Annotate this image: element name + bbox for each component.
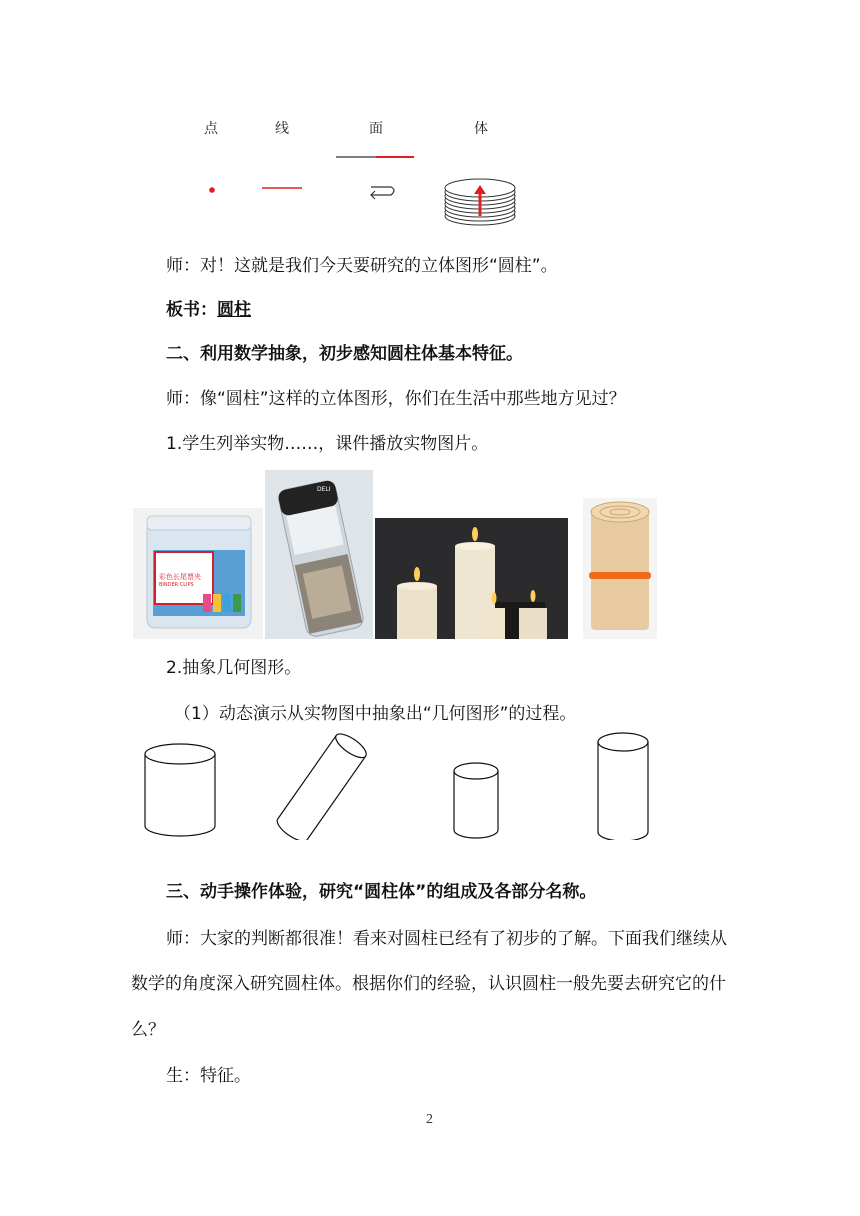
label-solid: 体 [474,121,488,137]
label-surface: 面 [369,121,383,137]
page-number: 2 [426,1112,433,1127]
teacher-line-3c: 么？ [131,1020,165,1040]
candles-photo [375,518,568,639]
rotation-arrow-icon [371,187,394,199]
cylinder-outlines [140,730,660,840]
clips-label: 彩色长尾票夹 [159,573,201,581]
section-heading-3: 三、动手操作体验，研究“圆柱体”的组成及各部分名称。 [166,882,597,902]
student-line-1: 生：特征。 [166,1066,251,1086]
sub-item-1: （1）动态演示从实物图中抽象出“几何图形”的过程。 [174,704,577,724]
list-item-2: 2.抽象几何图形。 [166,658,302,678]
section-heading-2: 二、利用数学抽象，初步感知圆柱体基本特征。 [166,344,523,364]
teacher-line-2: 师：像“圆柱”这样的立体图形，你们在生活中那些地方见过？ [166,389,626,409]
toothpicks-photo [583,498,657,639]
list-item-1: 1.学生列举实物……，课件播放实物图片。 [166,434,489,454]
cylinder-outline-3 [454,763,498,838]
cylinder-outline-2 [274,730,370,840]
teacher-line-1: 师：对！这就是我们今天要研究的立体图形“圆柱”。 [166,256,558,276]
cylinder-outline-1 [145,744,215,836]
label-point: 点 [204,121,218,137]
label-line: 线 [275,121,289,137]
pencil-can-photo [265,470,373,639]
pencil-brand: DELI [317,486,331,493]
board-word: 圆柱 [217,300,251,320]
teacher-line-3a: 师：大家的判断都很准！看来对圆柱已经有了初步的了解。下面我们继续从 [166,929,727,949]
board-prefix: 板书： [166,300,217,320]
binder-clips-photo [133,508,263,639]
dimension-diagram [190,148,530,232]
clips-sub: BINDER CLIPS [159,582,194,588]
board-line [166,298,251,322]
cylinder-outline-4 [598,733,648,840]
point-dot [209,187,215,193]
teacher-line-3b: 数学的角度深入研究圆柱体。根据你们的经验，认识圆柱一般先要去研究它的什 [131,974,726,994]
